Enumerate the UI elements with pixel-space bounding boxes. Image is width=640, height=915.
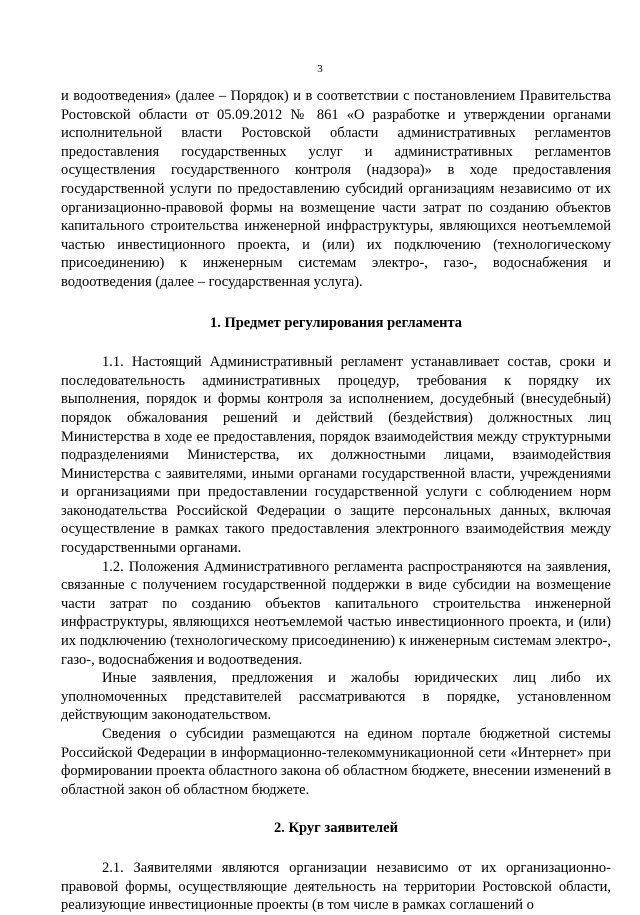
page-number: 3 [317,63,323,75]
paragraph-subsidy-info: Сведения о субсидии размещаются на едином портале бюджетной системы Российской Федерации в информационно-телекоммуникационной сети «Интернет» при формировании проекта областного закона об областном бюджете, внесении изменений в областной закон об областном бюджете. [61,726,611,798]
section-1-heading: 1. Предмет регулирования регламента [209,314,463,331]
paragraph-2-1: 2.1. Заявителями являются организации независимо от их организационно-правовой формы, осуществляющие деятельность на территории Ростовской области, реализующие инвестиционные проекты (в том числе в рамках соглашений о [61,859,611,914]
intro-paragraph: и водоотведения» (далее – Порядок) и в соответствии с постановлением Правительства Ростовской области от 05.09.2012 № 861 «О разработке и утверждении органами исполнительной власти Ростовской области административных регламентов предоставления государственных услуг и административных регламентов осуществления государственного контроля (надзора)» в ходе предоставления государственной услуги по предоставлению субсидий организациям независимо от их организационно-правовой формы на возмещение части затрат по созданию объектов капитального строительства инженерной инфраструктуры, являющихся неотъемлемой частью инвестиционного проекта, и (или) их подключению (технологическому присоединению) к инженерным системам электро-, газо-, водоснабжения и водоотведения (далее – государственная услуга). [61,88,611,290]
paragraph-1-1: 1.1. Настоящий Административный регламент устанавливает состав, сроки и последовательность административных процедур, требования к порядку их выполнения, порядок и формы контроля за исполнением, досудебный (внесудебный) порядок обжалования решений и действий (бездействия) должностных лиц Министерства в ходе ее предоставления, порядок взаимодействия между структурными подразделениями Министерства, их должностными лицами, взаимодействия Министерства с заявителями, иными органами государственной власти, учреждениями и организациями при предоставлении государственной услуги с соблюдением норм законодательства Российской Федерации о защите персональных данных, включая осуществление в рамках такого предоставления электронного взаимодействия между государственными органами. [61,354,611,557]
paragraph-other-applications: Иные заявления, предложения и жалобы юридических лиц либо их уполномоченных представителей рассматриваются в порядке, установленном действующим законодательством. [61,670,611,724]
document-body [61,87,611,915]
paragraph-1-2: 1.2. Положения Административного регламента распространяются на заявления, связанные с получением государственной поддержки в виде субсидии на возмещение части затрат по созданию объектов капитального строительства инженерной инфраструктуры, являющихся неотъемлемой частью инвестиционного проекта, и (или) их подключению (технологическому присоединению) к инженерным системам электро-, газо-, водоснабжения и водоотведения. [61,558,611,668]
section-2-heading: 2. Круг заявителей [274,820,398,837]
